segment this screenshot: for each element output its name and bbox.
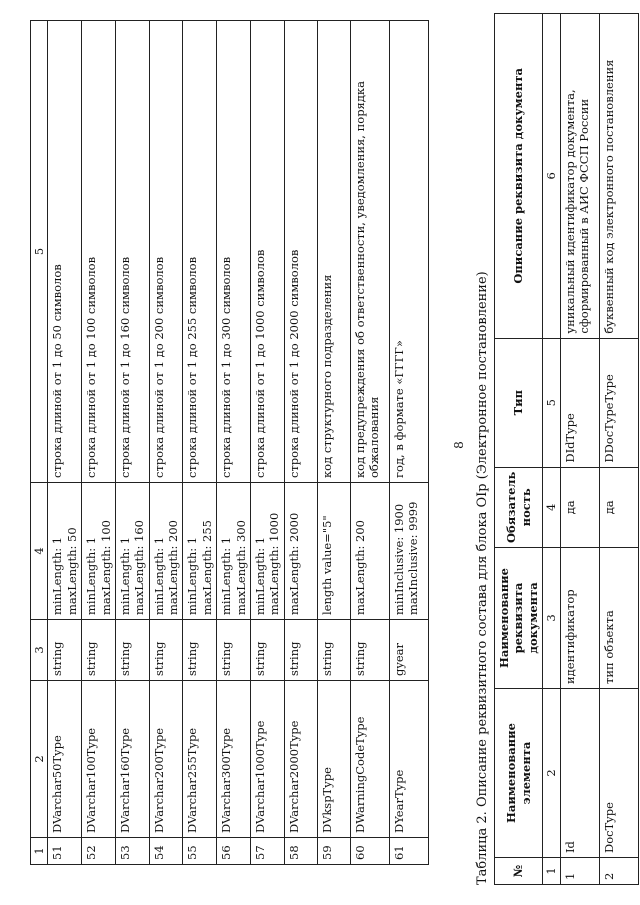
element-name: DYearType: [389, 681, 428, 838]
table-header-row: [495, 14, 543, 885]
description: строка длиной от 1 до 160 символов: [115, 21, 149, 483]
element-name: DVarchar255Type: [183, 681, 217, 838]
mandatory-flag: да: [560, 467, 599, 547]
base-type: string: [149, 620, 183, 681]
base-type: string: [115, 620, 149, 681]
row-number: 60: [350, 838, 389, 865]
restriction: maxLength: 200: [350, 483, 389, 620]
restriction: minLength: 1 maxLength: 300: [217, 483, 251, 620]
page-number: 8: [452, 441, 466, 449]
table-row: [250, 21, 284, 865]
description: строка длиной от 1 до 100 символов: [82, 21, 116, 483]
table2-caption: Таблица 2. Описание реквизитного состава для блока OIp (Электронное постановление): [475, 271, 490, 885]
restriction: length value="5": [317, 483, 350, 620]
row-number: 55: [183, 838, 217, 865]
description: код предупреждения об ответственности, уведомления, порядка обжалования: [350, 21, 389, 483]
row-number: 56: [217, 838, 251, 865]
row-number: 52: [82, 838, 116, 865]
table-header-row: [31, 21, 48, 865]
header-cell: Описание реквизита документа: [495, 14, 543, 339]
row-number: 51: [48, 838, 82, 865]
element-name: DVarchar2000Type: [284, 681, 317, 838]
description: уникальный идентификатор документа, сформированный в АИС ФССП России: [560, 14, 599, 339]
table-row: [115, 21, 149, 865]
description: год, в формате «ГГГГ»: [389, 21, 428, 483]
base-type: gyear: [389, 620, 428, 681]
column-number-row: [543, 14, 560, 885]
restriction: minLength: 1 maxLength: 160: [115, 483, 149, 620]
requisites-table-body: [495, 14, 639, 885]
table-row: [389, 21, 428, 865]
header-cell: Наименование элемента: [495, 689, 543, 858]
base-type: string: [82, 620, 116, 681]
row-number: 58: [284, 838, 317, 865]
row-number: 53: [115, 838, 149, 865]
table-row: [82, 21, 116, 865]
table-row: [317, 21, 350, 865]
row-number: 57: [250, 838, 284, 865]
description: буквенный код электронного постановления: [599, 14, 638, 339]
element-name: DVarchar300Type: [217, 681, 251, 838]
column-number: 5: [543, 338, 560, 467]
base-type: string: [250, 620, 284, 681]
header-cell: Наименование реквизита документа: [495, 548, 543, 689]
header-cell: Обязатель ность: [495, 467, 543, 547]
mandatory-flag: да: [599, 467, 638, 547]
header-cell: 2: [31, 681, 48, 838]
table-row: [149, 21, 183, 865]
row-number: 59: [317, 838, 350, 865]
column-number: 1: [543, 858, 560, 885]
table-row: [217, 21, 251, 865]
header-cell: 4: [31, 483, 48, 620]
requisites-table: [494, 13, 639, 885]
header-cell: 5: [31, 21, 48, 483]
restriction: minInclusive: 1900 maxInclusive: 9999: [389, 483, 428, 620]
row-number: 1: [560, 858, 599, 885]
element-name: DVarchar160Type: [115, 681, 149, 838]
restriction: minLength: 1 maxLength: 1000: [250, 483, 284, 620]
element-name: DVarchar100Type: [82, 681, 116, 838]
header-cell: 1: [31, 838, 48, 865]
description: строка длиной от 1 до 2000 символов: [284, 21, 317, 483]
base-type: string: [317, 620, 350, 681]
element-name: DWarningCodeType: [350, 681, 389, 838]
table-row: [350, 21, 389, 865]
column-number: 4: [543, 467, 560, 547]
description: строка длиной от 1 до 200 символов: [149, 21, 183, 483]
header-cell: №: [495, 858, 543, 885]
types-table-body: [31, 21, 429, 865]
header-cell: 3: [31, 620, 48, 681]
table-row: [48, 21, 82, 865]
description: код структурного подразделения: [317, 21, 350, 483]
description: строка длиной от 1 до 255 символов: [183, 21, 217, 483]
element-name: DVkspType: [317, 681, 350, 838]
base-type: string: [48, 620, 82, 681]
base-type: string: [183, 620, 217, 681]
column-number: 3: [543, 548, 560, 689]
row-number: 2: [599, 858, 638, 885]
table-row: [560, 14, 599, 885]
requisite-name: идентификатор: [560, 548, 599, 689]
type-name: DDocTypeType: [599, 338, 638, 467]
row-number: 61: [389, 838, 428, 865]
base-type: string: [217, 620, 251, 681]
element-name: Id: [560, 689, 599, 858]
column-number: 2: [543, 689, 560, 858]
base-type: string: [284, 620, 317, 681]
restriction: minLength: 1 maxLength: 100: [82, 483, 116, 620]
table-row: [599, 14, 638, 885]
types-table: [30, 20, 429, 865]
table-row: [183, 21, 217, 865]
element-name: DVarchar200Type: [149, 681, 183, 838]
restriction: minLength: 1 maxLength: 255: [183, 483, 217, 620]
element-name: DVarchar50Type: [48, 681, 82, 838]
type-name: DIdType: [560, 338, 599, 467]
description: строка длиной от 1 до 300 символов: [217, 21, 251, 483]
column-number: 6: [543, 14, 560, 339]
restriction: maxLength: 2000: [284, 483, 317, 620]
requisite-name: тип объекта: [599, 548, 638, 689]
restriction: minLength: 1 maxLength: 50: [48, 483, 82, 620]
header-cell: Тип: [495, 338, 543, 467]
element-name: DocType: [599, 689, 638, 858]
table-row: [284, 21, 317, 865]
description: строка длиной от 1 до 50 символов: [48, 21, 82, 483]
restriction: minLength: 1 maxLength: 200: [149, 483, 183, 620]
element-name: DVarchar1000Type: [250, 681, 284, 838]
base-type: string: [350, 620, 389, 681]
row-number: 54: [149, 838, 183, 865]
description: строка длиной от 1 до 1000 символов: [250, 21, 284, 483]
